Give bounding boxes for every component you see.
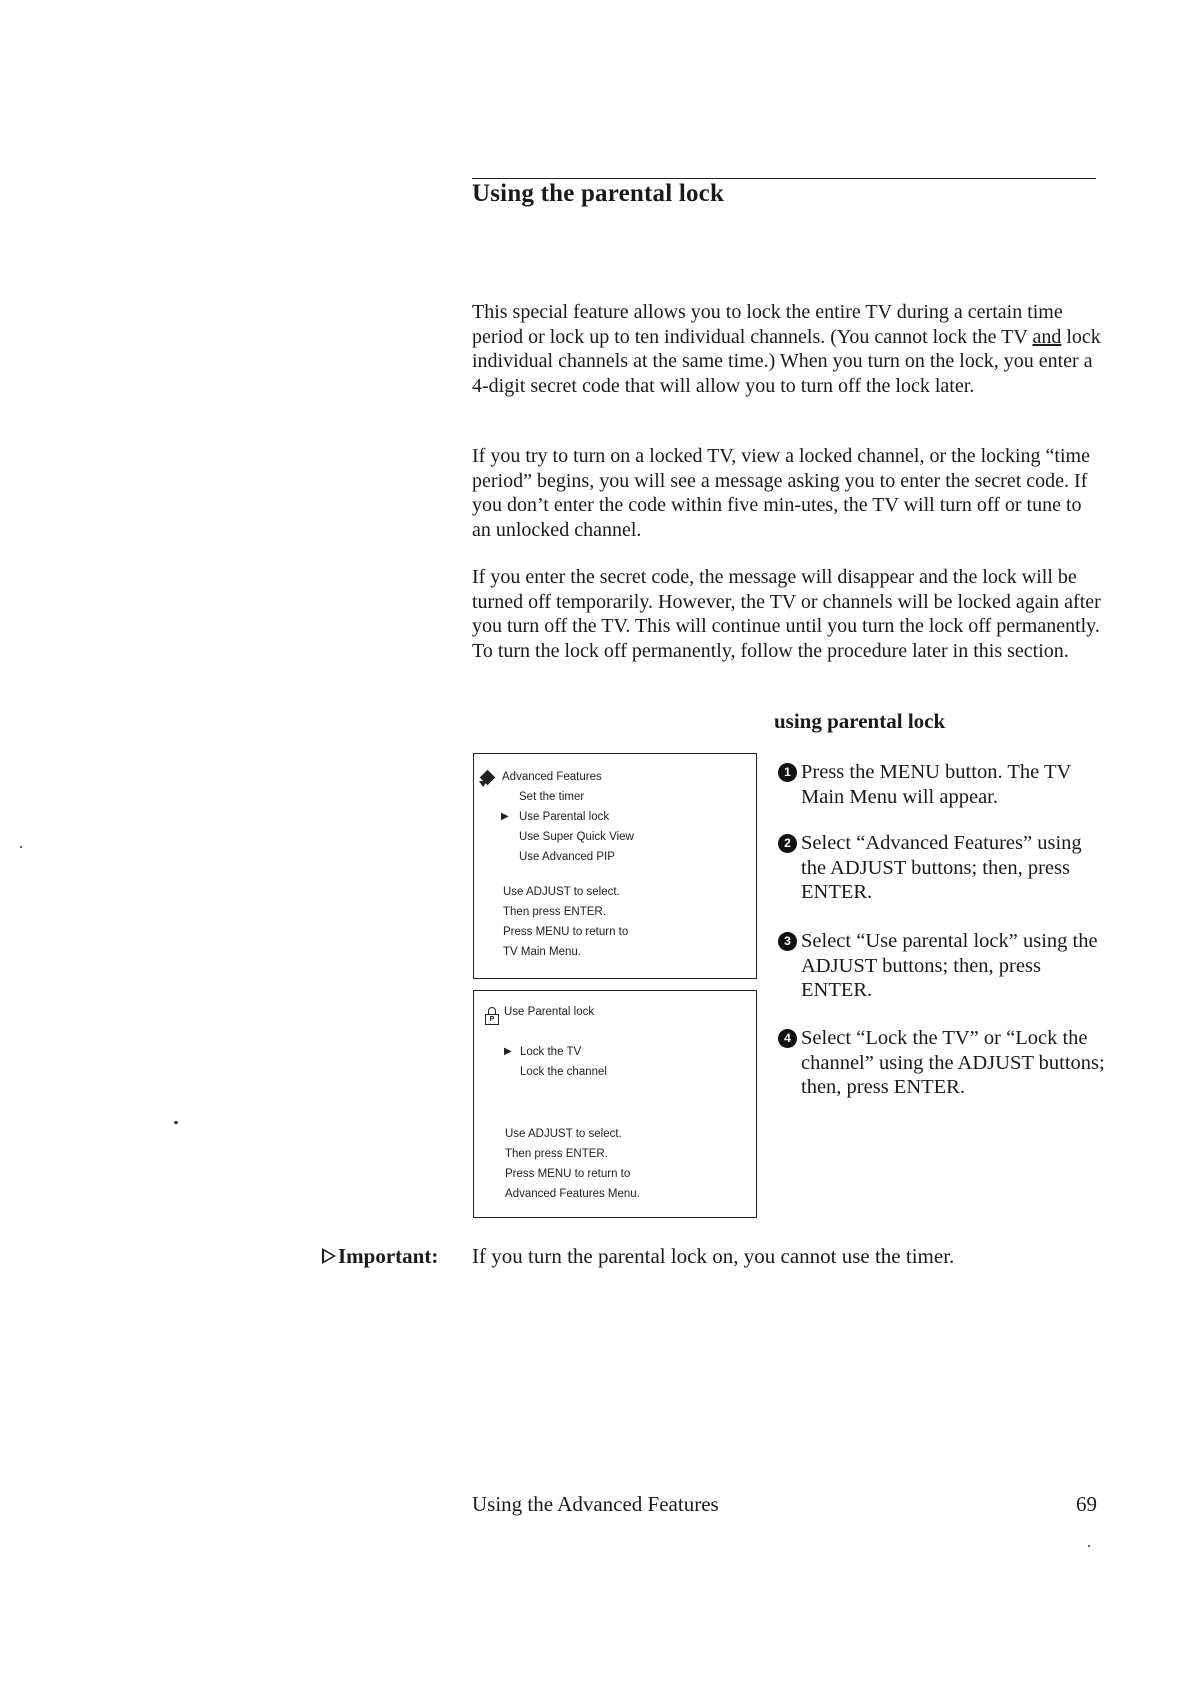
screen-instruction: Use ADJUST to select.	[505, 1128, 622, 1140]
menu-item-lock-tv: Lock the TV	[520, 1046, 582, 1058]
important-note	[322, 1244, 955, 1269]
intro-paragraph-3: If you enter the secret code, the message will disappear and the lock will be turned off temporarily. However, the TV or channels will be locked again after you turn off the TV. This will continue until you turn the lock off permanently. To turn the lock off permanently, follow the procedure later in this section.	[472, 566, 1101, 662]
menu-item-set-timer: Set the timer	[519, 791, 585, 803]
screen-instruction: Advanced Features Menu.	[505, 1188, 640, 1200]
step-text: Press the MENU button. The TV Main Menu will appear.	[801, 761, 1071, 808]
lock-icon: P	[485, 1007, 498, 1025]
screen-instruction: Then press ENTER.	[503, 906, 606, 918]
step-number-badge: 2	[778, 834, 797, 853]
intro-p1-underlined: and	[1032, 325, 1062, 348]
menu-item-use-parental-lock: Use Parental lock	[519, 811, 610, 823]
menu-item-advanced-pip: Use Advanced PIP	[519, 851, 615, 863]
step-text: Select “Use parental lock” using the ADJUST buttons; then, press ENTER.	[801, 930, 1098, 1001]
advanced-features-screen	[473, 753, 757, 979]
scan-speck	[20, 846, 22, 848]
page-number: 69	[1076, 1492, 1097, 1516]
section-title: Using the parental lock	[472, 180, 725, 207]
intro-paragraph-2: If you try to turn on a locked TV, view a locked channel, or the locking “time period” begins, you will see a message asking you to enter the secret code. If you don’t enter the code within five min-utes, the TV will turn off or tune to an unlocked channel.	[472, 445, 1090, 541]
screen-instruction: Press MENU to return to	[503, 926, 629, 938]
footer-chapter: Using the Advanced Features	[472, 1492, 719, 1516]
screen-title: Use Parental lock	[504, 1006, 595, 1018]
screen-instruction: Press MENU to return to	[505, 1168, 631, 1180]
screen-instruction: Use ADJUST to select.	[503, 886, 620, 898]
important-triangle-icon	[322, 1248, 336, 1264]
steps-heading: using parental lock	[774, 709, 946, 733]
step-number-badge: 1	[778, 763, 797, 782]
intro-paragraph-1	[472, 300, 1102, 398]
important-label: Important:	[338, 1244, 439, 1268]
menu-item-lock-channel: Lock the channel	[520, 1066, 607, 1078]
intro-p1-end: lock individual channels at the same time.) When you turn on the lock, you enter a 4-digit secret code that will allow you to turn off the lock later.	[472, 325, 1101, 397]
important-text: If you turn the parental lock on, you cannot use the timer.	[472, 1244, 955, 1268]
screen-instruction: TV Main Menu.	[503, 946, 581, 958]
selection-arrow-icon: ▶	[504, 1046, 512, 1057]
scan-speck	[174, 1121, 178, 1124]
selection-arrow-icon: ▶	[501, 811, 509, 822]
menu-item-super-quick-view: Use Super Quick View	[519, 831, 634, 843]
step-text: Select “Advanced Features” using the ADJUST buttons; then, press ENTER.	[801, 832, 1082, 903]
section-rule	[472, 178, 1096, 179]
intro-p1-start: This special feature allows you to lock the entire TV during a certain time period or lock up to ten individual channels. (You cannot lock the TV	[472, 301, 1063, 348]
step-text: Select “Lock the TV” or “Lock the channel” using the ADJUST buttons; then, press ENTER.	[801, 1027, 1105, 1098]
scan-speck	[1088, 1545, 1090, 1547]
screen-instruction: Then press ENTER.	[505, 1148, 608, 1160]
screen-title: Advanced Features	[502, 771, 602, 783]
advanced-features-icon-tail	[479, 781, 487, 787]
step-number-badge: 4	[778, 1029, 797, 1048]
parental-lock-screen	[473, 990, 757, 1218]
step-number-badge: 3	[778, 932, 797, 951]
